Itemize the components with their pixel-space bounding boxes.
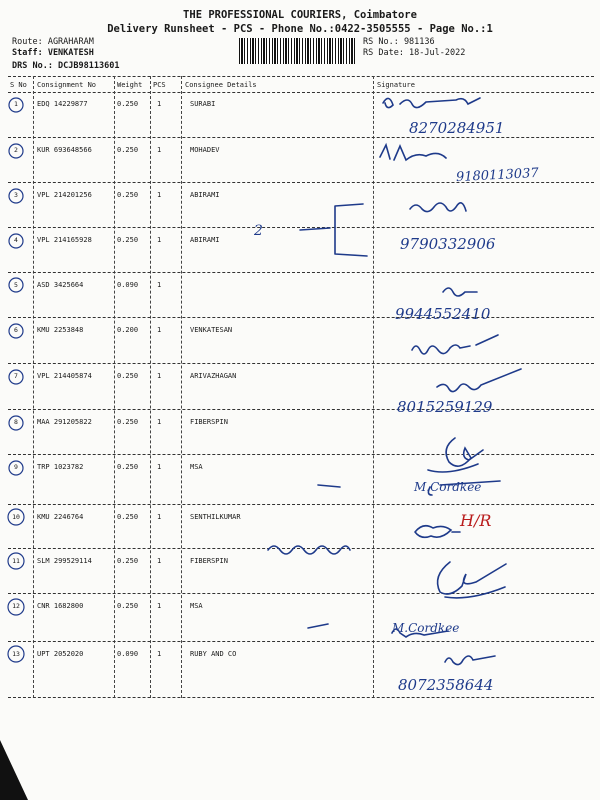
row-sno: 12	[12, 602, 20, 610]
row-consignment-no: CNR 1682800	[37, 602, 84, 610]
row-divider	[8, 641, 594, 642]
row-weight: 0.250	[117, 513, 139, 521]
col-header-weight: Weight	[117, 81, 143, 89]
row-consignee: FIBERSPIN	[190, 418, 228, 426]
row-divider	[8, 363, 594, 364]
row-weight: 0.090	[117, 281, 139, 289]
row-pcs: 1	[157, 100, 162, 108]
row-divider	[8, 409, 594, 410]
row-divider	[8, 137, 594, 138]
row-divider	[8, 548, 594, 549]
row-divider	[8, 504, 594, 505]
row-consignment-no: VPL 214405874	[37, 372, 92, 380]
route-label: Route: AGRAHARAM	[12, 37, 94, 47]
row-consignee: MOHADEV	[190, 146, 220, 154]
row-pcs: 1	[157, 281, 162, 289]
row-consignee: ABIRAMI	[190, 236, 220, 244]
handwritten-phone: 9944552410	[395, 305, 491, 323]
row-sno: 10	[12, 513, 20, 521]
row-sno: 7	[14, 372, 18, 380]
row-weight: 0.090	[117, 650, 139, 658]
row-sno: 3	[14, 191, 18, 199]
handwritten-phone: 8015259129	[397, 398, 493, 416]
row-consignee: FIBERSPIN	[190, 557, 228, 565]
row-weight: 0.250	[117, 602, 139, 610]
col-header-sno: S No	[10, 81, 27, 89]
row-sno: 9	[14, 463, 18, 471]
row-sno: 5	[14, 281, 18, 289]
handwritten-phone: 9790332906	[400, 235, 496, 253]
row-divider	[8, 454, 594, 455]
row-divider	[8, 272, 594, 273]
row-consignee: MSA	[190, 602, 203, 610]
row-pcs: 1	[157, 236, 162, 244]
row-weight: 0.200	[117, 326, 139, 334]
row-consignment-no: KUR 693648566	[37, 146, 92, 154]
row-pcs: 1	[157, 650, 162, 658]
row-weight: 0.250	[117, 418, 139, 426]
row-sno: 2	[14, 146, 18, 154]
handwritten-name: M.Cordkee	[414, 480, 482, 494]
row-consignee: SENTHILKUMAR	[190, 513, 241, 521]
rs-no-label: RS No.: 981136	[363, 37, 435, 47]
col-header-signature: Signature	[377, 81, 415, 89]
row-weight: 0.250	[117, 146, 139, 154]
col-divider	[114, 76, 115, 698]
row-divider	[8, 697, 594, 698]
row-pcs: 1	[157, 146, 162, 154]
table-top-rule	[8, 76, 594, 77]
row-consignee: MSA	[190, 463, 203, 471]
row-weight: 0.250	[117, 100, 139, 108]
row-consignee: SURABI	[190, 100, 216, 108]
row-divider	[8, 317, 594, 318]
row-consignment-no: EDQ 14229877	[37, 100, 88, 108]
col-header-pcs: PCS	[153, 81, 166, 89]
row-pcs: 1	[157, 372, 162, 380]
row-sno: 8	[14, 418, 18, 426]
row-consignment-no: SLM 299529114	[37, 557, 92, 565]
row-consignment-no: KMU 2246764	[37, 513, 84, 521]
row-pcs: 1	[157, 418, 162, 426]
handwritten-phone: 8072358644	[398, 676, 494, 694]
row-sno: 11	[12, 557, 20, 565]
col-divider	[373, 76, 374, 698]
row-consignment-no: MAA 291205822	[37, 418, 92, 426]
row-divider	[8, 593, 594, 594]
scan-shadow	[0, 740, 28, 800]
row-weight: 0.250	[117, 372, 139, 380]
handwritten-name: M.Cordkee	[392, 621, 460, 635]
row-pcs: 1	[157, 513, 162, 521]
row-consignee: VENKATESAN	[190, 326, 233, 334]
row-consignee: ARIVAZHAGAN	[190, 372, 237, 380]
col-header-consignee: Consignee Details	[185, 81, 257, 89]
document-subtitle: Delivery Runsheet - PCS - Phone No.:0422-3505555 - Page No.:1	[107, 23, 493, 35]
row-pcs: 1	[157, 326, 162, 334]
handwritten-phone: 8270284951	[409, 119, 505, 137]
row-sno: 6	[14, 326, 18, 334]
row-divider	[8, 227, 594, 228]
row-pcs: 1	[157, 602, 162, 610]
handwritten-mark: H/R	[460, 511, 492, 530]
row-sno: 13	[12, 650, 20, 658]
drs-label: DRS No.: DCJB98113601	[12, 61, 120, 71]
row-consignment-no: VPL 214165928	[37, 236, 92, 244]
row-pcs: 1	[157, 463, 162, 471]
staff-label: Staff: VENKATESH	[12, 48, 94, 58]
row-consignment-no: ASD 3425664	[37, 281, 84, 289]
handwritten-bracket-number: 2	[254, 223, 263, 239]
col-divider	[181, 76, 182, 698]
row-sno: 1	[14, 100, 18, 108]
row-consignment-no: UPT 2052020	[37, 650, 84, 658]
row-consignee: ABIRAMI	[190, 191, 220, 199]
col-divider	[33, 76, 34, 698]
row-weight: 0.250	[117, 236, 139, 244]
row-weight: 0.250	[117, 463, 139, 471]
row-pcs: 1	[157, 557, 162, 565]
row-consignment-no: KMU 2253848	[37, 326, 84, 334]
barcode	[239, 38, 355, 64]
row-weight: 0.250	[117, 557, 139, 565]
header-bottom-rule	[8, 92, 594, 93]
row-sno: 4	[14, 236, 18, 244]
row-weight: 0.250	[117, 191, 139, 199]
row-pcs: 1	[157, 191, 162, 199]
row-consignment-no: TRP 1023782	[37, 463, 84, 471]
row-consignee: RUBY AND CO	[190, 650, 237, 658]
handwritten-phone: 9180113037	[455, 165, 540, 186]
col-header-consignment: Consignment No	[37, 81, 97, 89]
rs-date-label: RS Date: 18-Jul-2022	[363, 48, 466, 58]
col-divider	[150, 76, 151, 698]
document-title: THE PROFESSIONAL COURIERS, Coimbatore	[183, 9, 417, 21]
row-consignment-no: VPL 214201256	[37, 191, 92, 199]
